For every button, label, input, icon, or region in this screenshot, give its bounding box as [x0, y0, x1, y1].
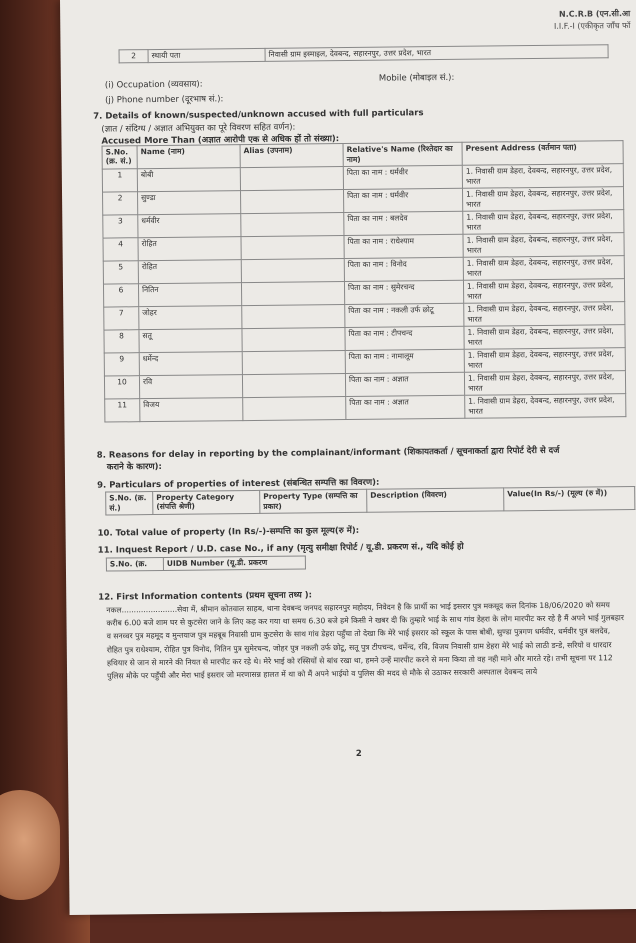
occupation-label: (i) Occupation (व्यवसाय):	[104, 79, 203, 91]
cell-name: नितिन	[138, 283, 241, 307]
col-name: Name (नाम)	[137, 145, 240, 169]
cell-address: 1. निवासी ग्राम डेहरा, देवबन्द, सहारनपुर, उत्तर प्रदेश, भारत	[463, 279, 624, 304]
address-table	[119, 44, 609, 63]
cell-name: धर्मेन्द	[139, 352, 242, 376]
cell-sno: 6	[103, 284, 138, 307]
cell-sno: 4	[103, 238, 138, 261]
cell-address: 1. निवासी ग्राम डेहरा, देवबन्द, सहारनपुर, उत्तर प्रदेश, भारत	[464, 302, 625, 327]
cell-alias	[242, 305, 345, 329]
cell-alias	[241, 213, 344, 237]
first-information-text: नकल.......................सेवा में, श्रीमान कोतवाल साहब, थाना देवबन्द जनपद सहारनपुर महोदय, निवेदन है कि प्रार्थी का भाई इसरार पुत्र मकसूद कल दिनांक 18/06/2020 को समय करीब 6.00 बजे शाम घर से कुटसेरा जाने के लिए कह कर गया था समय 6.30 बजे हमे किसी ने खबर दी कि तुम्हारे भाई के साथ गांव डेहरा के लोग मारपीट कर रहे है मैं अपने भाई गुलबहार व सनव्वर पुत्र महमूद व मुन्तयाज पुत्र महबूब निवासी ग्राम कुटसेरा के साथ गांव डेहरा पहुँचा तो देखा कि मेरे भाई इसरार को स्कूल के पास बोबी, सुण्डा पुत्रगण धर्मवीर, धर्मवीर पुत्र बलदेव, रोहित पुत्र राधेश्याम, रोहित पुत्र विनोद, नितिन पुत्र सुमेरचन्द, जोहर पुत्र नकली उर्फ छोटू, सतू पुत्र टीपचन्द, धर्मेन्द, रवि, विजय निवासी ग्राम डेहरा मेरे भाई को लाठी डन्डे, सरियो व धारदार हथियार से जान से मारने की नियत से मारपीट कर रहे थे। मेरे भाई को रस्सियों से बांध रखा था, हमने उन्हें मारपीट करने से मना किया तो वह नही माने और मारते रहे। तभी सूचना पर 112 पुलिस मौके पर पहुँची और मेरा भाई इसरार जो मरणासन्न हालत में था को मैं अपने भाईयो व पुलिस की मदद से मौके से उठाकर सरकारी अस्पताल देवबन्द लाये	[106, 600, 624, 681]
address-sno: 2	[119, 50, 148, 63]
cell-relative: पिता का नाम : बलदेव	[344, 211, 463, 235]
prop-col-type: Property Type (सम्पत्ति का प्रकार)	[260, 489, 367, 513]
cell-relative: पिता का नाम : धर्मवीर	[344, 188, 463, 212]
section-8-title: 8. Reasons for delay in reporting by the complainant/informant (शिकायतकर्ता / सूचनाकर्ता द्वारा रिपोर्ट देरी से दर्ज	[96, 445, 560, 461]
page-number: 2	[355, 748, 362, 759]
cell-sno: 3	[103, 215, 138, 238]
cell-address: 1. निवासी ग्राम डेहरा, देवबन्द, सहारनपुर, उत्तर प्रदेश, भारत	[463, 233, 624, 258]
section-8-title-cont: कराने के कारण):	[106, 461, 162, 473]
cell-relative: पिता का नाम : राधेश्याम	[344, 234, 463, 258]
prop-col-sno: S.No. (क्र. सं.)	[106, 492, 153, 515]
property-table	[105, 486, 635, 516]
cell-name: विजय	[140, 398, 243, 422]
cell-sno: 11	[105, 399, 140, 422]
prop-col-category: Property Category (संपत्ति श्रेणी)	[153, 490, 260, 514]
cell-sno: 1	[102, 169, 137, 192]
section-10-title: 10. Total value of property (In Rs/-)-सम्पत्ति का कुल मूल्य(रु में):	[97, 525, 360, 539]
cell-relative: पिता का नाम : विनोद	[344, 257, 463, 281]
address-value: निवासी ग्राम इस्माइल, देवबन्द, सहारनपुर, उत्तर प्रदेश, भारत	[265, 45, 608, 62]
section-7-subtitle: (ज्ञात / संदिग्ध / अज्ञात अभियुक्त का पूरे विवरण सहित वर्णन):	[101, 122, 296, 135]
cell-address: 1. निवासी ग्राम डेहरा, देवबन्द, सहारनपुर, उत्तर प्रदेश, भारत	[464, 325, 625, 350]
ncrb-header: N.C.R.B (एन.सी.आ	[558, 9, 631, 19]
prop-col-description: Description (विवरण)	[367, 488, 504, 512]
cell-address: 1. निवासी ग्राम डेहरा, देवबन्द, सहारनपुर, उत्तर प्रदेश, भारत	[463, 210, 624, 235]
cell-address: 1. निवासी ग्राम डेहरा, देवबन्द, सहारनपुर, उत्तर प्रदेश, भारत	[463, 256, 624, 281]
iif-header: I.I.F.-I (एकीकृत जाँच फॉ	[553, 21, 631, 31]
cell-sno: 9	[104, 353, 139, 376]
cell-alias	[241, 236, 344, 260]
cell-name: रोहित	[138, 237, 241, 261]
col-alias: Alias (उपनाम)	[240, 144, 343, 168]
cell-sno: 8	[104, 330, 139, 353]
mobile-label: Mobile (मोबाइल सं.):	[378, 72, 455, 84]
col-sno: S.No.(क्र. सं.)	[102, 146, 137, 169]
inquest-col-uidb: UIDB Number (यू.डी. प्रकरण	[163, 556, 305, 570]
cell-alias	[241, 282, 344, 306]
cell-address: 1. निवासी ग्राम डेहरा, देवबन्द, सहारनपुर, उत्तर प्रदेश, भारत	[464, 348, 625, 373]
cell-name: धर्मवीर	[138, 214, 241, 238]
cell-address: 1. निवासी ग्राम डेहरा, देवबन्द, सहारनपुर, उत्तर प्रदेश, भारत	[462, 164, 623, 189]
cell-name: बोबी	[137, 168, 240, 192]
cell-alias	[241, 259, 344, 283]
col-address: Present Address (वर्तमान पता)	[462, 141, 623, 166]
col-relative: Relative's Name (रिश्तेदार का नाम)	[343, 142, 462, 166]
section-12-title: 12. First Information contents (प्रथम सूचना तथ्य ):	[98, 590, 313, 603]
cell-name: सुण्डा	[138, 191, 241, 215]
cell-address: 1. निवासी ग्राम डेहरा, देवबन्द, सहारनपुर, उत्तर प्रदेश, भारत	[462, 187, 623, 212]
accused-more-than: Accused More Than (अज्ञात आरोपी एक से अधिक हों तो संख्या):	[101, 134, 340, 147]
cell-relative: पिता का नाम : सुमेरचन्द	[344, 280, 463, 304]
cell-name: रवि	[139, 375, 242, 399]
cell-address: 1. निवासी ग्राम डेहरा, देवबन्द, सहारनपुर, उत्तर प्रदेश, भारत	[465, 394, 626, 419]
cell-relative: पिता का नाम : धर्मवीर	[343, 165, 462, 189]
cell-sno: 2	[103, 192, 138, 215]
section-7-title: 7. Details of known/suspected/unknown accused with full particulars	[93, 108, 424, 122]
cell-relative: पिता का नाम : टीपचन्द	[345, 326, 464, 350]
document-page	[60, 0, 636, 915]
cell-sno: 7	[104, 307, 139, 330]
address-label: स्थायी पता	[148, 48, 265, 62]
cell-alias	[242, 351, 345, 375]
accused-table	[102, 140, 627, 422]
cell-name: जोहर	[139, 306, 242, 330]
cell-address: 1. निवासी ग्राम डेहरा, देवबन्द, सहारनपुर, उत्तर प्रदेश, भारत	[464, 371, 625, 396]
cell-relative: पिता का नाम : अज्ञात	[346, 395, 465, 419]
section-9-title: 9. Particulars of properties of interest (संबन्धित सम्पत्ति का विवरण):	[97, 477, 380, 491]
section-11-title: 11. Inquest Report / U.D. case No., if any (मृत्यु समीक्षा रिपोर्ट / यू.डी. प्रकरण सं., यदि कोई हो	[97, 541, 464, 556]
inquest-col-sno: S.No. (क्र.	[106, 557, 163, 571]
phone-label: (j) Phone number (दूरभाष सं.):	[105, 94, 224, 106]
table-row	[105, 394, 626, 422]
cell-name: रोहित	[138, 260, 241, 284]
cell-relative: पिता का नाम : नकली उर्फ छोटू	[345, 303, 464, 327]
thumb	[0, 790, 60, 900]
cell-alias	[241, 190, 344, 214]
cell-sno: 5	[103, 261, 138, 284]
inquest-table	[106, 555, 306, 571]
cell-alias	[240, 167, 343, 191]
cell-alias	[243, 397, 346, 421]
cell-relative: पिता का नाम : नामालूम	[345, 349, 464, 373]
cell-name: सतू	[139, 329, 242, 353]
cell-alias	[242, 374, 345, 398]
cell-alias	[242, 328, 345, 352]
prop-col-value: Value(In Rs/-) (मूल्य (रु में))	[504, 487, 635, 511]
cell-relative: पिता का नाम : अज्ञात	[345, 372, 464, 396]
cell-sno: 10	[104, 376, 139, 399]
